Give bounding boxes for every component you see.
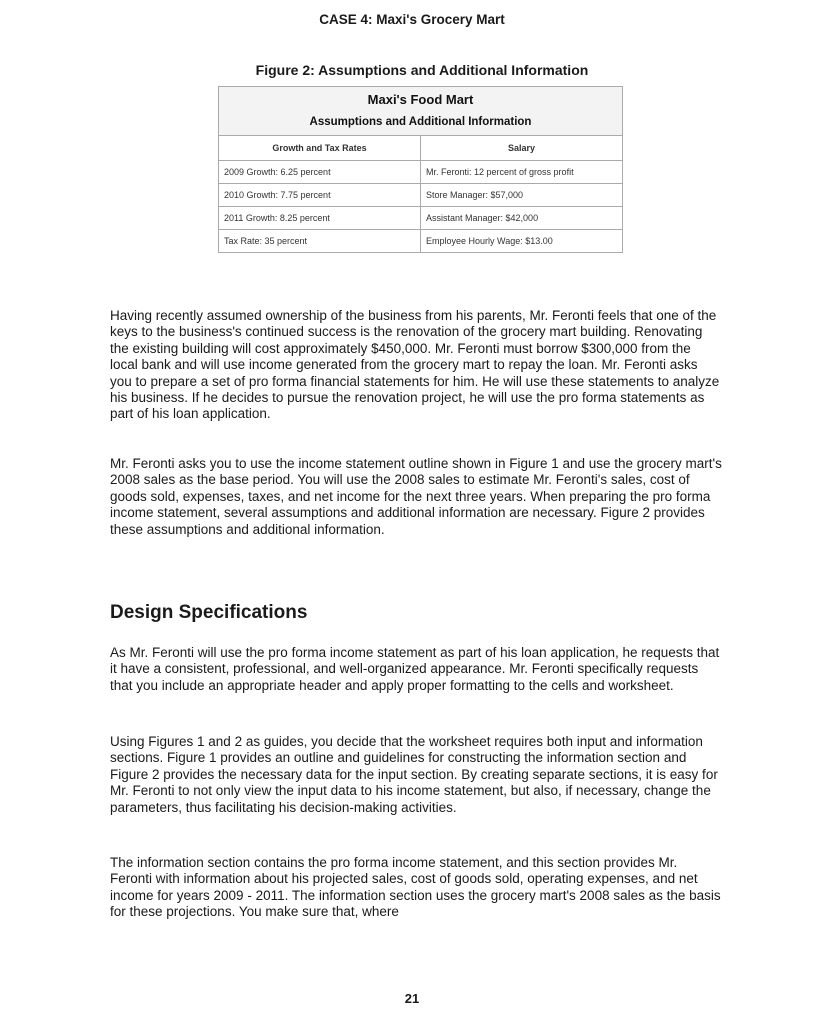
- table-cell: Tax Rate: 35 percent: [219, 230, 421, 253]
- page-number: 21: [404, 991, 420, 1006]
- body-paragraph: Mr. Feronti asks you to use the income statement outline shown in Figure 1 and use the grocery mart's 2008 sales as the base period. You will use the 2008 sales to estimate Mr. Feronti's sales, cost of goods sold, expenses, taxes, and net income for the next three years. When preparing the pro forma income statement, several assumptions and additional information are necessary. Figure 2 provides these assumptions and additional information.: [110, 456, 722, 537]
- assumptions-table: [218, 86, 623, 253]
- table-cell: Mr. Feronti: 12 percent of gross profit: [421, 161, 623, 184]
- body-paragraph: Having recently assumed ownership of the business from his parents, Mr. Feronti feels that one of the keys to the business's continued success is the renovation of the grocery mart building. Renovating the existing building will cost approximately $450,000. Mr. Feronti must borrow $300,000 from the local bank and will use income generated from the grocery mart to repay the loan. Mr. Feronti asks you to prepare a set of pro forma financial statements for him. He will use these statements to analyze his business. If he decides to pursue the renovation project, he will use the pro forma statements as part of his loan application.: [110, 308, 720, 422]
- body-paragraph: The information section contains the pro forma income statement, and this section provides Mr. Feronti with information about his projected sales, cost of goods sold, operating expenses, and net income for years 2009 - 2011. The information section uses the grocery mart's 2008 sales as the basis for these projections. You make sure that, where: [110, 855, 721, 920]
- table-row: [219, 184, 623, 207]
- table-cell: Employee Hourly Wage: $13.00: [421, 230, 623, 253]
- table-row: [219, 207, 623, 230]
- table-title-cell: [219, 87, 623, 136]
- table-cell: 2010 Growth: 7.75 percent: [219, 184, 421, 207]
- table-row: [219, 161, 623, 184]
- page-header: CASE 4: Maxi's Grocery Mart: [319, 12, 505, 27]
- table-cell: 2011 Growth: 8.25 percent: [219, 207, 421, 230]
- figure-title: Figure 2: Assumptions and Additional Information: [255, 62, 589, 78]
- table-row: [219, 230, 623, 253]
- column-header: Growth and Tax Rates: [219, 136, 421, 161]
- table-subtitle: Assumptions and Additional Information: [309, 116, 532, 128]
- table-cell: Assistant Manager: $42,000: [421, 207, 623, 230]
- column-header: Salary: [421, 136, 623, 161]
- body-paragraph: As Mr. Feronti will use the pro forma income statement as part of his loan application, he requests that it have a consistent, professional, and well-organized appearance. Mr. Feronti specifically requests that you include an appropriate header and apply proper formatting to the cells and worksheet.: [110, 645, 720, 693]
- table-title: Maxi's Food Mart: [367, 92, 474, 107]
- body-paragraph: Using Figures 1 and 2 as guides, you decide that the worksheet requires both input and information sections. Figure 1 provides an outline and guidelines for constructing the information section and Figure 2 provides the necessary data for the input section. By creating separate sections, it is easy for Mr. Feronti to not only view the input data to his income statement, but also, if necessary, change the parameters, thus facilitating his decision-making activities.: [110, 734, 718, 815]
- table-cell: Store Manager: $57,000: [421, 184, 623, 207]
- section-heading: Design Specifications: [110, 602, 308, 623]
- table-cell: 2009 Growth: 6.25 percent: [219, 161, 421, 184]
